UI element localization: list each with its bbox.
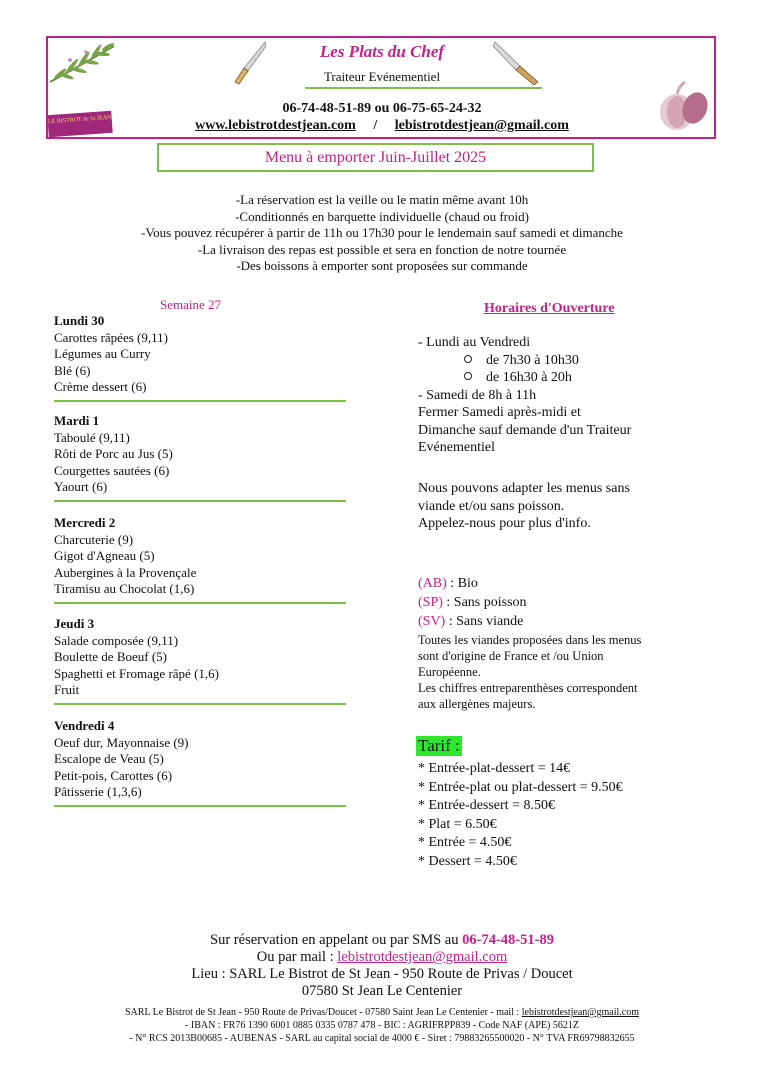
note-line: -Vous pouvez récupérer à partir de 11h ou 17h30 pour le lendemain sauf samedi et dimanche [141,225,623,240]
footer-sms: Sur réservation en appelant ou par SMS au 06-74-48-51-89 [210,932,554,948]
web-separator: / [373,118,378,133]
adapt-note [418,480,718,533]
menu-item: Petit-pois, Carottes (6) [54,767,173,783]
footer-mail: Ou par mail : lebistrotdestjean@gmail.com [256,949,508,965]
opening-hours [418,334,718,457]
tarif-item: * Entrée-plat ou plat-dessert = 9.50€ [418,779,623,795]
menu-item: Aubergines à la Provençale [54,564,197,580]
footer-phone[interactable]: 06-74-48-51-89 [462,932,554,948]
menu-item: Blé (6) [54,362,91,378]
hours-saturday: - Samedi de 8h à 11h [418,387,537,403]
bullet-icon [464,355,472,363]
day-separator [54,602,346,604]
origin-line: Toutes les viandes proposées dans les menus [418,633,642,647]
menu-item: Gigot d'Agneau (5) [54,548,155,563]
origin-line: Les chiffres entreparenthèses correspondent [418,681,638,695]
hours-closed: Dimanche sauf demande d'un Traiteur [418,422,632,438]
brand-title: Les Plats du Chef [319,42,445,61]
menu-title: Menu à emporter Juin-Juillet 2025 [157,143,594,172]
note-line: -Des boissons à emporter sont proposées sur commande [236,258,528,273]
legal-email-link[interactable]: lebistrotdestjean@gmail.com [521,1007,640,1018]
menu-item: Carottes râpées (9,11) [54,329,168,345]
menu-item: Tiramisu au Chocolat (1,6) [54,581,195,596]
brand-underline [305,87,542,89]
legal-line: - IBAN : FR76 1390 6001 0885 0335 0787 478 - BIC : AGRIFRPP839 - Code NAF (APE) 5621Z [185,1020,579,1031]
note-line: -La réservation est la veille ou le matin même avant 10h [235,192,529,207]
adapt-line: Nous pouvons adapter les menus sans [418,481,630,496]
bullet-icon [464,372,472,380]
day-block [54,616,346,705]
note-line: -La livraison des repas est possible et sera en fonction de notre tournée [197,241,567,257]
tarif-item: * Plat = 6.50€ [418,816,497,832]
adapt-line: viande et/ou sans poisson. [418,498,565,514]
footer-email-link[interactable]: lebistrotdestjean@gmail.com [337,949,508,965]
menu-item: Pâtisserie (1,3,6) [54,784,142,799]
day-name: Mercredi 2 [54,515,116,530]
day-block [54,413,346,502]
tarif-item: * Entrée-plat-dessert = 14€ [418,761,571,776]
origin-line: sont d'origine de France et /ou Union [418,649,604,663]
hours-closed: Fermer Samedi après-midi et [418,405,581,420]
hours-slot: de 16h30 à 20h [418,369,718,387]
menu-item: Spaghetti et Fromage râpé (1,6) [54,665,219,681]
menu-item: Yaourt (6) [54,479,108,494]
tarif-title: Tarif : [418,736,460,755]
footer-place: Lieu : SARL Le Bistrot de St Jean - 950 Route de Privas / Doucet [191,966,573,982]
hours-title: Horaires d'Ouverture [484,301,615,316]
hours-weekdays: - Lundi au Vendredi [418,335,531,350]
legend [418,574,527,631]
day-name: Jeudi 3 [54,616,95,631]
note-line: -Conditionnés en barquette individuelle (chaud ou froid) [235,208,529,224]
origin-line: aux allergènes majeurs. [418,697,536,711]
day-block [54,515,346,604]
menu-item: Fruit [54,682,80,697]
day-separator [54,805,346,807]
footer-contact [0,932,764,1000]
menu-item: Boulette de Boeuf (5) [54,649,167,664]
origin-note [418,632,718,712]
origin-line: Européenne. [418,665,481,679]
tarif-list [418,760,718,871]
menu-item: Charcuterie (9) [54,531,134,547]
footer-place: 07580 St Jean Le Centenier [301,983,463,999]
menu-item: Crème dessert (6) [54,379,147,394]
legal-line: - N° RCS 2013B00685 - AUBENAS - SARL au capital social de 4000 € - Siret : 79883265500020 - N° TVA FR69798832655 [129,1033,635,1044]
hours-closed: Evénementiel [418,440,495,455]
menu-item: Courgettes sautées (6) [54,462,170,478]
email-link[interactable]: lebistrotdestjean@gmail.com [394,118,569,133]
day-block [54,313,346,402]
legal-line: SARL Le Bistrot de St Jean - 950 Route de Privas/Doucet - 07580 Saint Jean Le Centenier - mail : lebistrotdestjean@gmail.com [124,1007,640,1018]
legend-item: (SV) : Sans viande [418,614,524,629]
menu-item: Taboulé (9,11) [54,429,130,445]
web-line [0,118,764,134]
bistrot-logo: LE BISTROT de St JEAN [47,111,112,137]
day-name: Lundi 30 [54,313,105,328]
tarif-item: * Entrée-dessert = 8.50€ [418,798,555,813]
phone-numbers: 06-74-48-51-89 ou 06-75-65-24-32 [282,101,482,116]
week-title: Semaine 27 [160,297,222,312]
tarif-item: * Dessert = 4.50€ [418,853,517,869]
notes [0,192,764,275]
brand-subtitle: Traiteur Evénementiel [323,69,441,84]
day-name: Vendredi 4 [54,718,115,733]
menu-item: Rôti de Porc au Jus (5) [54,446,173,461]
menu-item: Oeuf dur, Mayonnaise (9) [54,734,189,750]
day-separator [54,500,346,502]
day-name: Mardi 1 [54,413,100,428]
legend-item: (SP) : Sans poisson [418,595,527,610]
day-separator [54,703,346,705]
website-link[interactable]: www.lebistrotdestjean.com [195,118,356,133]
legal-info [0,1006,764,1045]
menu-item: Légumes au Curry [54,346,151,361]
legend-item: (AB) : Bio [418,576,478,591]
hours-slot: de 7h30 à 10h30 [418,352,718,370]
adapt-line: Appelez-nous pour plus d'info. [418,516,591,531]
menu-item: Escalope de Veau (5) [54,751,164,766]
menu-item: Salade composée (9,11) [54,632,179,648]
day-separator [54,400,346,402]
tarif-item: * Entrée = 4.50€ [418,835,512,850]
day-block [54,718,346,807]
